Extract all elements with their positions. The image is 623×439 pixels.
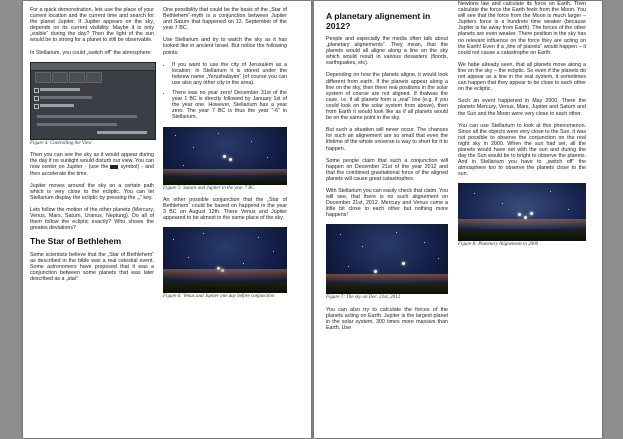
dialog-row [37,123,117,126]
paragraph: We habe already seen, that all planets move along a line on the sky – the ecliptic. So even if the planets do not appear as a line in the real system, it sometimes can happen that they appear to be close to each other on the ecliptic. [458,61,586,93]
paragraph: Some scientists believe that the „Star of Bethlehem“ as described in the bible was a real celestial event. Some astronomers have proposed that it was a conjunction between some planets that was later described as a „star“ [30,251,154,283]
paragraph: People and especially the media often talk about „planetary alignements“. They mean, that the planets would all aligne along a line on the sky which would result in various desasters (floods, earthquakes, etc). [326,36,448,67]
checkbox-icon [34,88,39,93]
figure-caption: Figure 6: Venus and Jupiter one day before conjunction [163,294,275,300]
figure-sky-dec-21-2012-image [326,224,448,294]
paragraph: With Stellarium you can easily check that claim. You will see, that there is no such alignement on December 21st, 2012. Mercury and Venus come a little bit close to each other but nothing more happens! [326,187,448,219]
dialog-row [40,104,74,107]
paragraph: Such an event happened in May 2000. There the planets Mercury, Venus, Mars, Jupiter and Saturn and the Sun and the Moon were very close to each other. [458,98,586,117]
center-on-object-icon [110,165,118,169]
dialog-titlebar [31,63,155,71]
paragraph: One possibility that could be the basis of the „Star of Bethlehem“-myth is a conjunction between Jupiter and Saturn that happened on 12. September of the year 7 BC. [163,7,287,32]
dialog-row [40,88,80,91]
left-page-column-1 [30,7,154,288]
checkbox-icon [34,96,39,101]
paragraph: Newtons law and calculate its force on Earth. Then calculate the force the Earth feels from the Moon. You will see that the force from the Moon is much larger – Jupiters force is a hundrets time weaker (because Jupiter is far away from Earth). The forces of the other planets are even weaker. There position in the sky has no relevant influence on the force they are acting on the Earth! Even if a „line of planets“ would happen – it could not cause a catastrophe on Earth. [458,1,586,56]
figure-saturn-jupiter-image [163,127,287,185]
bullet-list [163,62,287,121]
paragraph: You can also try to calculate the forces of the planets acting on Earth. Jupiter is the largest planet in the solar system, 300 times more massive than Earth. Use [326,307,448,332]
figure-planetary-alignement-2000-image [458,183,586,241]
paragraph: Use Stellarium and try to watch the sky as it has looked like in ancient Israel. But notice the following points: [163,37,287,56]
paragraph: Depending on how the planets aligne, it would look different from earth. If the planets appear along a line on the sky, then there real positions in the solar system of course are not aligned. If thatwas the case, i.e. if all planets form a „real“ line (e.g. if you could look on the solar system from above), then from Earth it would look like as if all planets would be on the same point in the sky. [326,72,448,122]
paragraph: Then you can see the sky as it would appear during the day if no sunlight would disturb our view. You can now center on Jupiter - (use the symbol) - and then accelerate the time. [30,152,154,177]
section-heading: The Star of Bethlehem [30,236,122,247]
dialog-tab-icon [35,72,51,83]
dialog-row [37,115,137,118]
list-item: • There was no year zero! December 31st of the year 1 BC is directly followed by January 1st of the year one. However, Stellarium has a year zero. The year 7 BC is thus the year "-6" in Stellarium. [172,90,287,120]
paragraph: Some people claim that such a conjunction will happen on December 21st of the year 2012 and that the combined gravitational force of the aligned planets will cause great catastrophes. [326,157,448,182]
right-page-column-2 [458,1,586,254]
right-page-column-1 [326,9,448,337]
dialog-tab-icon [69,72,85,83]
paragraph: Jupiter moves around the sky on a certain path which is very close to the ecliptic. You can let Stellarium display the ecliptic by pressing the „,“ key. [30,182,154,201]
figure-controlling-view-image [30,62,156,140]
page-left [23,1,311,438]
section-heading: A planetary alignement in 2012? [326,11,431,31]
dialog-tab-icon [86,72,102,83]
paragraph: You can use Stellarium to look at this phenomenon. Since all the objects were very close to the Sun, it was not possible to observe the conjunction on the real night sky in 2000. When the sun had set, all the planets would have set with the sun and during the day the Sun would be to bright to observe the planets. And in Stellarium you have to „switch off“ the atmosphere too to observe the planets close to the sun. [458,122,586,178]
figure-caption: Figure 8: Planetary Alignement in 2000 [458,242,539,248]
figure-caption: Figure 7: The sky on Dec. 21st, 2012 [326,295,401,301]
dialog-row [40,96,92,99]
paragraph: An other possible conjunction that the „Star of Bethlehem“ could be based on happend in the year 3 BC on August 12th. There Venus and Jupiter appeared to be almost in the same place of the sky. [163,197,287,222]
paragraph: Lets follow the motion of the other planets (Mercury, Venus, Mars, Saturn, Uranus, Neptung). Do all of them follow the ecliptic exactly? Who shows the greates deviations? [30,206,154,232]
dialog-tab-icon [52,72,68,83]
figure-caption: Figure 5: Saturn and Jupiter in the year 7 BC [163,185,255,191]
figure-caption: Figure 4: Controlling the View [30,140,92,146]
figure-venus-jupiter-image [163,227,287,293]
paragraph: In Stellarium, you could „switch off“ the atmosphere: [30,49,152,56]
left-page-column-2 [163,7,287,306]
checkbox-icon [34,104,39,109]
paragraph: But such a situation will never occur. The chances for such an alignement are so small that even the lifetime of the whole universe is way to short for it to happen. [326,127,448,152]
list-item: • If you want to use the city of Jerusalem as a location: in Stellarium it is stored under the hebrew name „Yerushaláyim“ (of course you can use also any other city in the area). [172,62,287,86]
page-right [314,1,602,438]
dialog-row [97,131,147,134]
paragraph: For a quick demonstration, lets use the place of your current location and the current time and search for the planet Jupiter. If Jupiter appears on the sky, depends on its current visibility. Maybe it is only „visible“ during the day? Then the light of the sun would be to strong for a planet to still be observable. [30,7,154,44]
